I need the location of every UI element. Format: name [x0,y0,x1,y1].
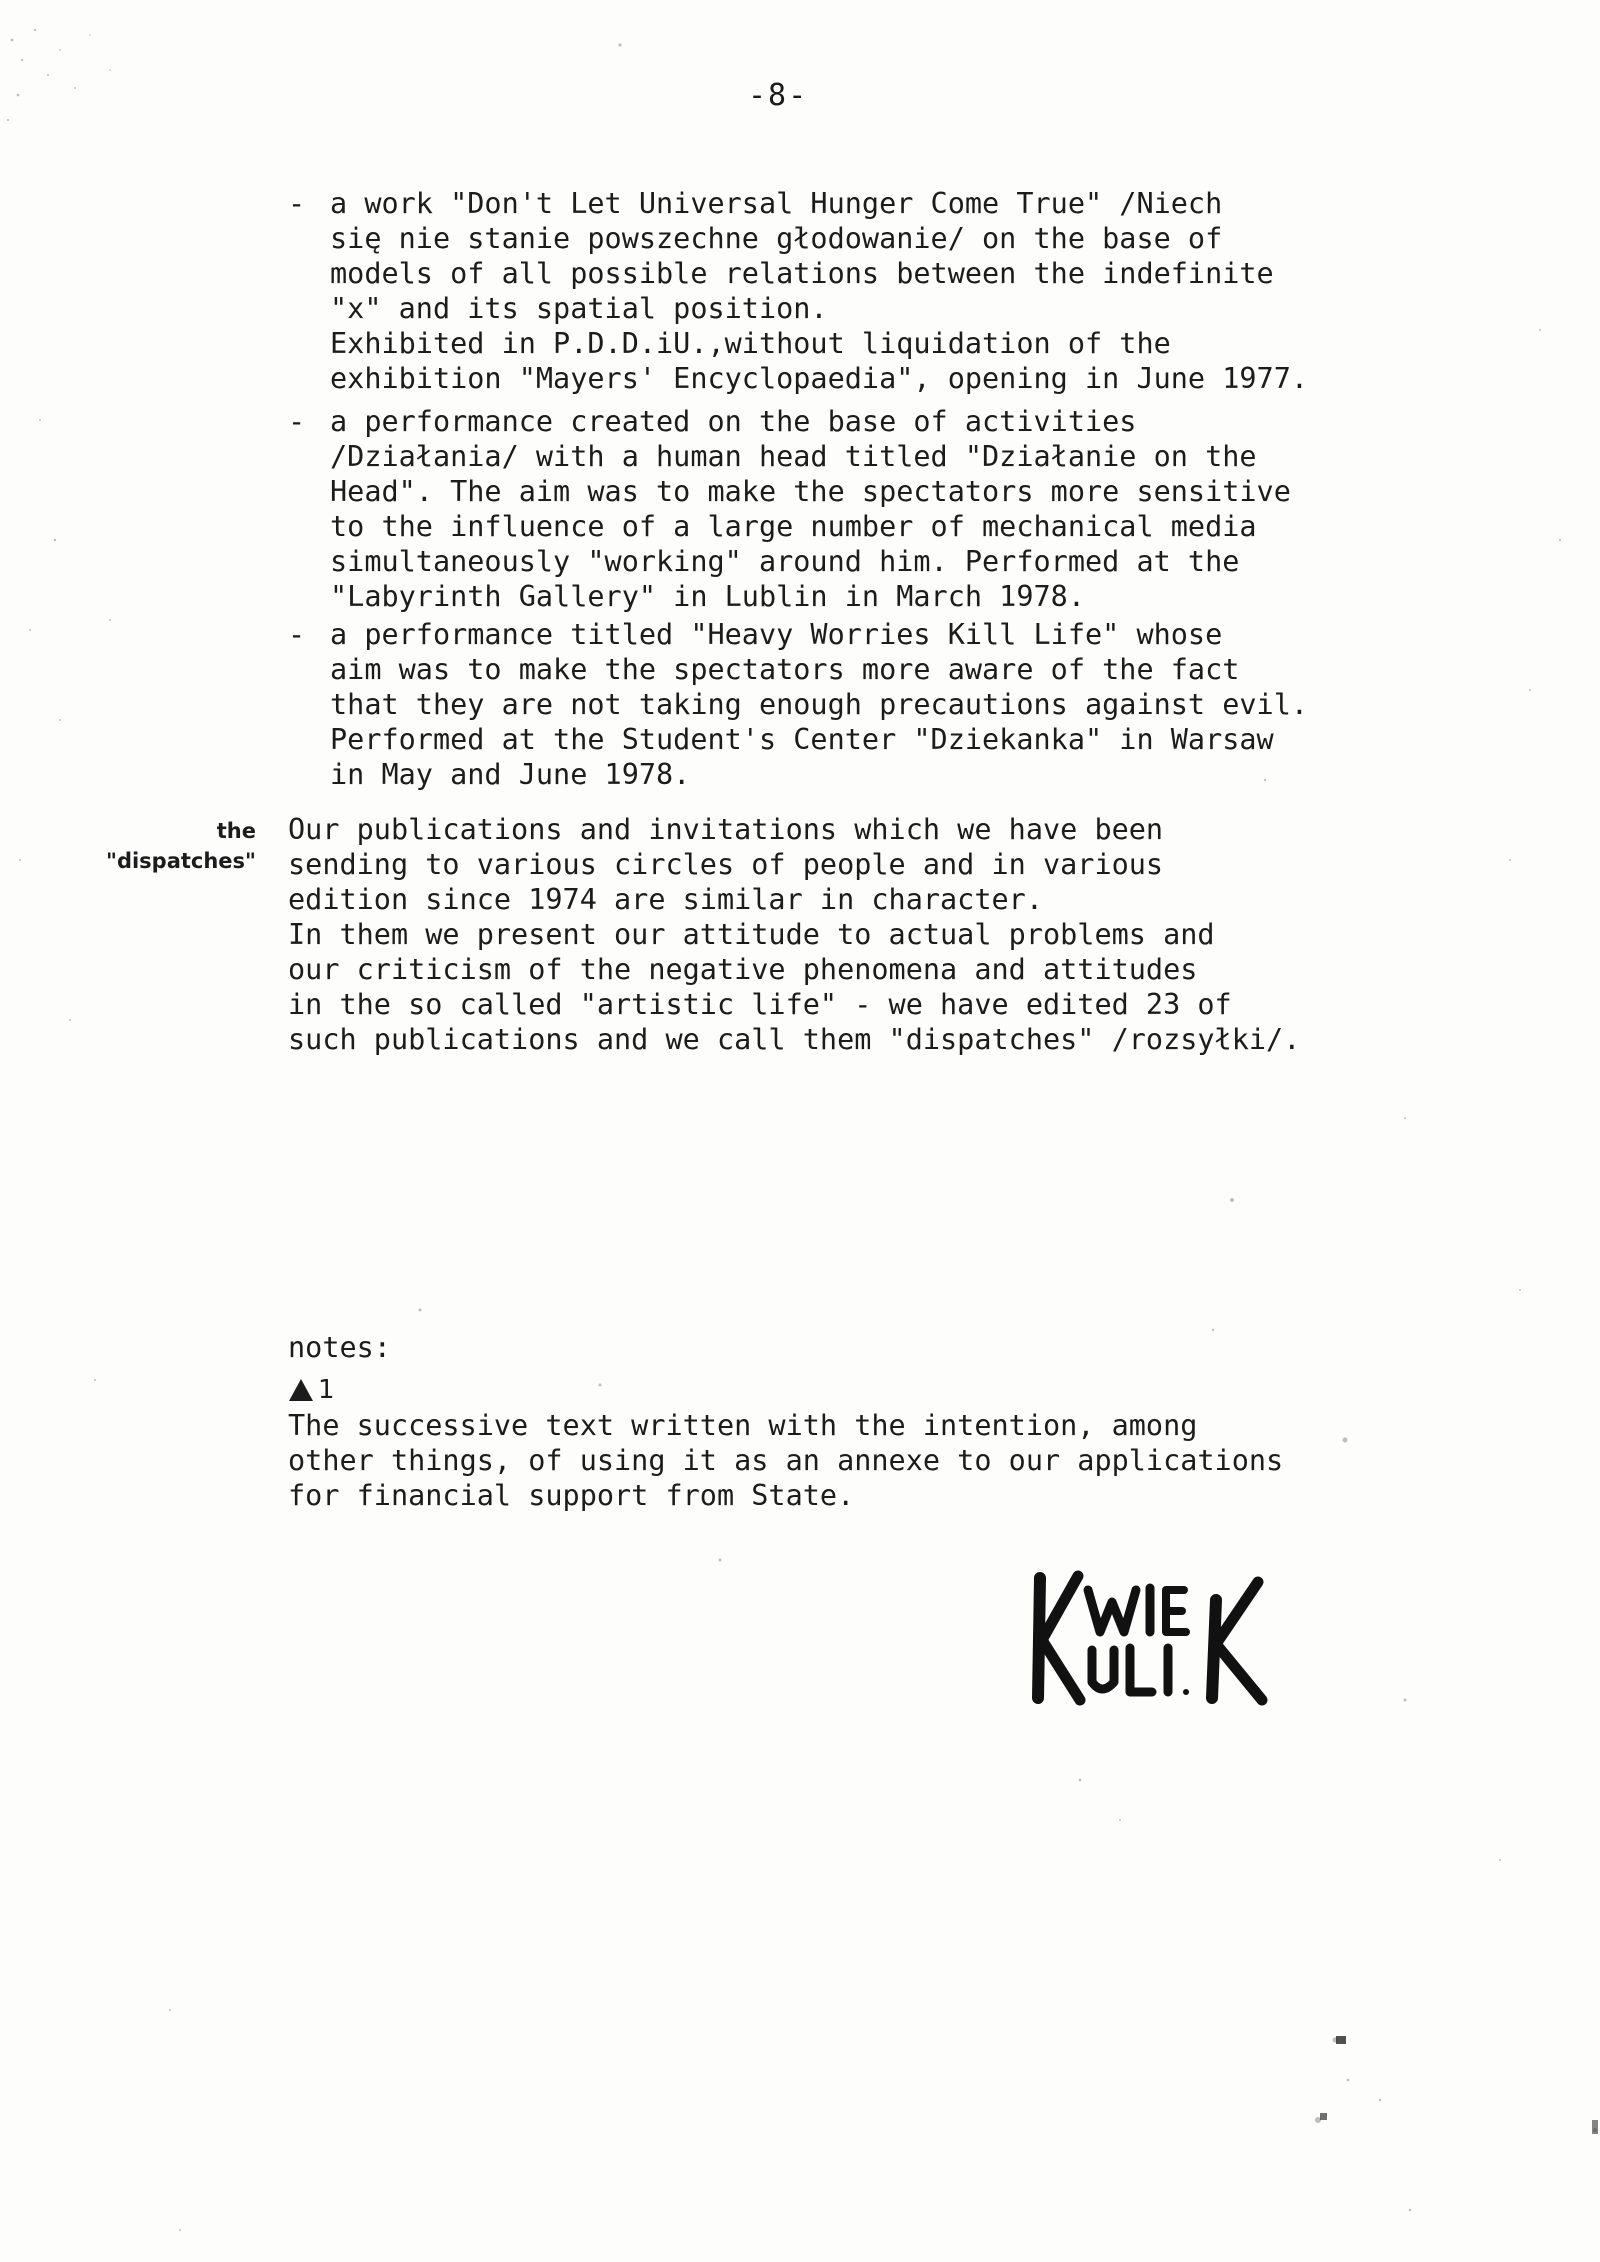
text-line: other things, of using it as an annexe to our applications [288,1444,1284,1477]
page-number: -8- [748,78,809,113]
note-marker [288,1375,335,1405]
list-dash: - [288,618,306,651]
text-line: "x" and its spatial position. [330,292,828,325]
text-line: to the influence of a large number of mechanical media [330,510,1257,543]
text-line: that they are not taking enough precautions against evil. [330,688,1309,721]
text-line: aim was to make the spectators more aware of the fact [330,653,1240,686]
text-line: Our publications and invitations which we have been [288,813,1164,846]
text-line: In them we present our attitude to actual problems and [288,918,1215,951]
list-dash: - [288,405,306,438]
list-item-text [330,404,1291,614]
note-paragraph [288,1408,1283,1513]
text-line: Head". The aim was to make the spectators more sensitive [330,475,1291,508]
margin-label-line: "dispatches" [106,849,256,873]
text-line: exhibition "Mayers' Encyclopaedia", opening in June 1977. [330,362,1309,395]
text-line: a performance created on the base of activities [330,405,1137,438]
text-line: "Labyrinth Gallery" in Lublin in March 1978. [330,580,1085,613]
text-line: models of all possible relations between the indefinite [330,257,1274,290]
text-line: such publications and we call them "dispatches" /rozsyłki/. [288,1023,1301,1056]
text-line: się nie stanie powszechne głodowanie/ on the base of [330,222,1223,255]
triangle-icon [288,1378,314,1402]
notes-heading: notes: [288,1331,391,1364]
margin-label-line: the [216,819,256,843]
list-item-text [330,186,1308,396]
text-line: Performed at the Student's Center "Dziekanka" in Warsaw [330,723,1274,756]
text-line: a work "Don't Let Universal Hunger Come True" /Niech [330,187,1223,220]
text-line: for financial support from State. [288,1479,855,1512]
list-item-text [330,617,1308,792]
text-line: simultaneously "working" around him. Performed at the [330,545,1240,578]
text-line: in the so called "artistic life" - we have edited 23 of [288,988,1232,1021]
list-dash: - [288,187,306,220]
text-line: a performance titled "Heavy Worries Kill Life" whose [330,618,1223,651]
kwiek-kulik-signature [1018,1570,1298,1710]
margin-label [86,816,256,876]
note-number: 1 [318,1375,335,1405]
text-line: Exhibited in P.D.D.iU.,without liquidation of the [330,327,1171,360]
text-line: /Działania/ with a human head titled "Działanie on the [330,440,1257,473]
text-line: in May and June 1978. [330,758,691,791]
text-line: The successive text written with the intention, among [288,1409,1198,1442]
dispatches-paragraph [288,812,1300,1057]
text-line: our criticism of the negative phenomena and attitudes [288,953,1198,986]
text-line: sending to various circles of people and in various [288,848,1164,881]
text-line: edition since 1974 are similar in character. [288,883,1043,916]
